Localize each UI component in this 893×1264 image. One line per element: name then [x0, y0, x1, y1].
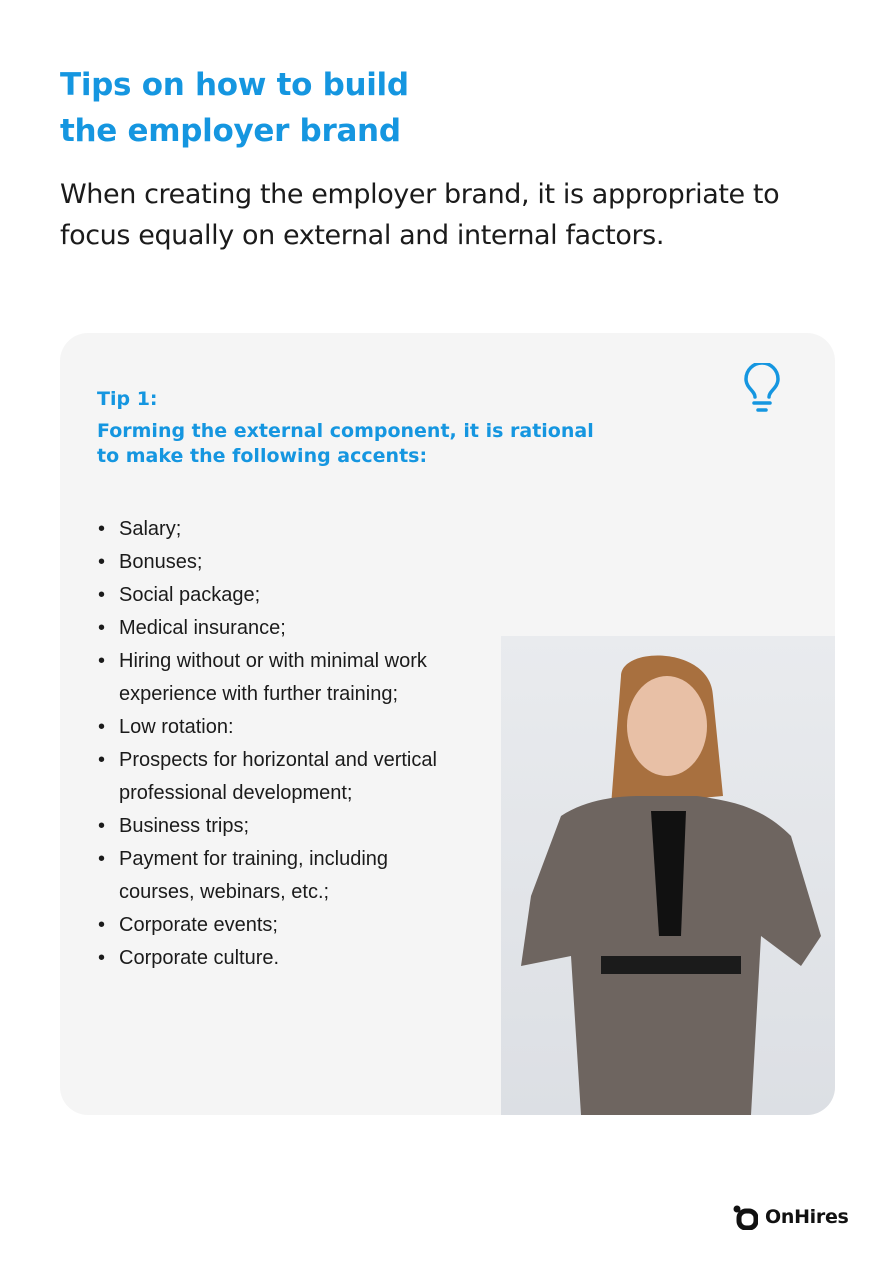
brand-name: OnHires — [765, 1206, 849, 1228]
list-item: • Business trips; — [98, 810, 459, 843]
page-subtitle: When creating the employer brand, it is appropriate to focus equally on external and internal factors. — [60, 179, 780, 251]
onhires-logo-icon — [732, 1204, 758, 1230]
woman-photo — [501, 636, 835, 1115]
person-illustration — [501, 636, 835, 1115]
tip-heading-line: to make the following accents: — [97, 445, 428, 467]
list-item: • Medical insurance; — [98, 612, 459, 645]
title-line: the employer brand — [60, 113, 401, 149]
accents-list — [98, 513, 459, 975]
list-item: • Prospects for horizontal and vertical professional development; — [98, 744, 459, 810]
tip-heading — [97, 387, 594, 469]
tip-label: Tip 1: — [97, 388, 158, 410]
page-title — [60, 62, 409, 154]
list-item: • Corporate culture. — [98, 942, 459, 975]
list-item: • Bonuses; — [98, 546, 459, 579]
list-item: • Salary; — [98, 513, 459, 546]
tip-heading-line: Forming the external component, it is rational — [97, 420, 594, 442]
list-item: • Corporate events; — [98, 909, 459, 942]
list-item: • Social package; — [98, 579, 459, 612]
tip-card — [60, 333, 835, 1115]
title-line: Tips on how to build — [60, 67, 409, 103]
onhires-logo — [732, 1204, 849, 1230]
list-item: • Low rotation: — [98, 711, 459, 744]
list-item: • Payment for training, including courses, webinars, etc.; — [98, 843, 459, 909]
list-item: • Hiring without or with minimal work experience with further training; — [98, 645, 459, 711]
lightbulb-icon — [742, 363, 782, 415]
